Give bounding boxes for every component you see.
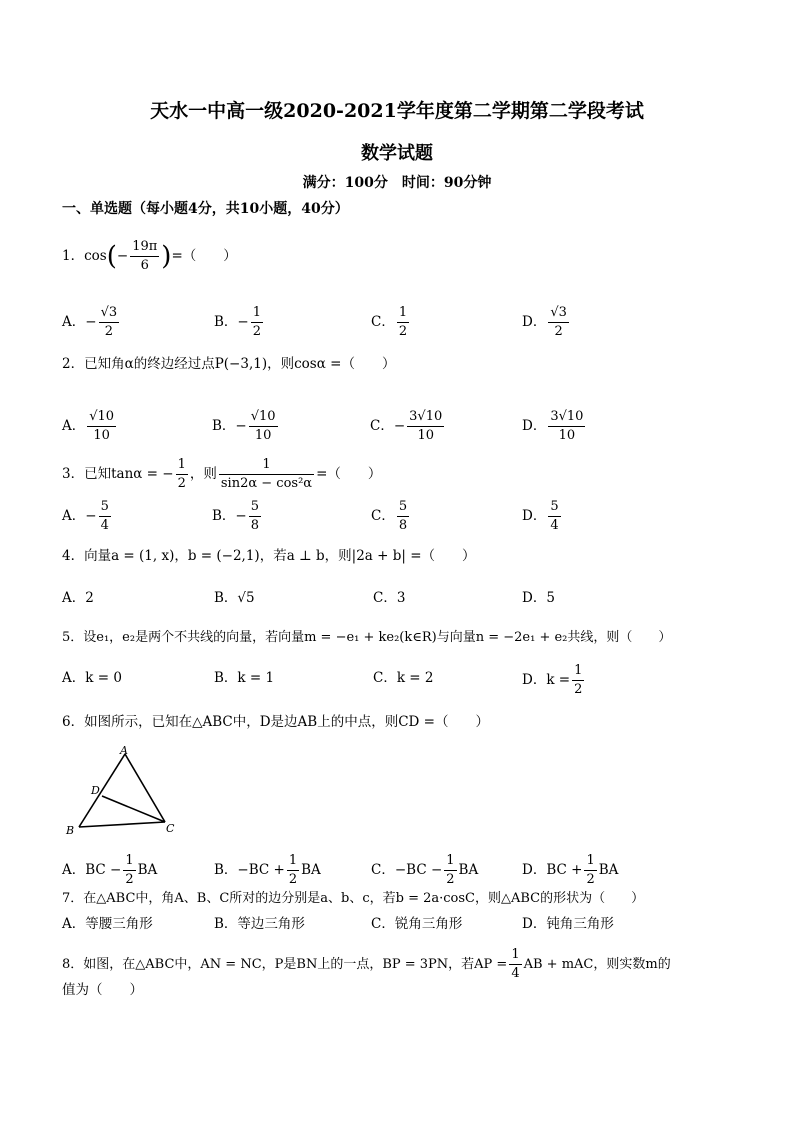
q5-option-d[interactable]: D．k = $\frac{1}{2}$ (522, 663, 583, 697)
q1-option-a[interactable]: A．− $\frac{√3}{2}$ (62, 305, 118, 339)
q5-option-a[interactable]: A．k = 0 (62, 670, 122, 686)
question-tail: =（ ） (171, 248, 237, 264)
q4-option-c[interactable]: C．3 (373, 590, 406, 606)
question-1: 1．cos(− $\frac{19\pi}{6}$ )=（ ） (62, 239, 237, 273)
q2-option-d[interactable]: D． $\frac{3√10}{10}$ (522, 409, 584, 443)
q6-option-b[interactable]: B．−BC + $\frac{1}{2}$ BA (214, 853, 321, 887)
q3-option-d[interactable]: D． $\frac{5}{4}$ (522, 499, 559, 533)
exam-meta: 满分：100分 时间：90分钟 (302, 175, 492, 191)
q3-option-b[interactable]: B．− $\frac{5}{8}$ (212, 499, 260, 533)
q7-option-d[interactable]: D．钝角三角形 (522, 916, 614, 932)
question-5: 5．设e₁，e₂是两个不共线的向量，若向量m = −e₁ + ke₂(k∈R)与向量n = −2e₁ + e₂共线，则（ ） (62, 630, 672, 645)
fraction: $\frac{19\pi}{6}$ (132, 239, 158, 273)
exam-title: 天水一中高一级2020-2021学年度第二学期第二学段考试 (150, 100, 644, 122)
q1-option-b[interactable]: B．− $\frac{1}{2}$ (214, 305, 262, 339)
question-6: 6．如图所示，已知在△ABC中，D是边AB上的中点，则CD =（ ） (62, 714, 489, 730)
cos-fn: cos (84, 248, 107, 264)
q1-option-c[interactable]: C． $\frac{1}{2}$ (371, 305, 408, 339)
question-8-line2: 值为（ ） (62, 982, 143, 998)
triangle-figure (62, 745, 192, 840)
section-heading: 一、单选题（每小题4分，共10小题，40分） (62, 201, 349, 217)
question-8: 8．如图，在△ABC中，AN = NC，P是BN上的一点，BP = 3PN，若AP = $\frac{1}{4}$ AB + mAC，则实数m的 (62, 947, 671, 981)
vertex-label-a: A (120, 745, 128, 757)
q6-option-c[interactable]: C．−BC − $\frac{1}{2}$ BA (371, 853, 479, 887)
vertex-label-c: C (166, 822, 175, 835)
q4-option-b[interactable]: B．√5 (214, 590, 255, 606)
minus-sign: − (116, 248, 129, 264)
question-3: 3．已知tanα = − $\frac{1}{2}$ ，则 $\frac{1}{\text{sin2α − cos²α}}$ =（ ） (62, 457, 382, 491)
vertex-label-b: B (66, 824, 75, 837)
exam-subject: 数学试题 (361, 143, 433, 164)
q2-option-c[interactable]: C．− $\frac{3√10}{10}$ (370, 409, 443, 443)
q7-option-b[interactable]: B．等边三角形 (214, 916, 305, 932)
q5-option-c[interactable]: C．k = 2 (373, 670, 434, 686)
q2-option-a[interactable]: A． $\frac{√10}{10}$ (62, 409, 115, 443)
question-4: 4．向量a = (1, x)，b = (−2,1)，若a ⊥ b，则|2a + b| =（ ） (62, 548, 476, 564)
point-label-d: D (91, 784, 100, 797)
q4-option-a[interactable]: A．2 (62, 590, 94, 606)
q4-option-d[interactable]: D．5 (522, 590, 555, 606)
question-2: 2．已知角α的终边经过点P(−3,1)，则cosα =（ ） (62, 356, 396, 372)
q2-option-b[interactable]: B．− $\frac{√10}{10}$ (212, 409, 276, 443)
side-ab (79, 754, 125, 827)
q7-option-c[interactable]: C．锐角三角形 (371, 916, 463, 932)
q3-option-c[interactable]: C． $\frac{5}{8}$ (371, 499, 408, 533)
segment-cd (102, 796, 165, 822)
q7-option-a[interactable]: A．等腰三角形 (62, 916, 153, 932)
question-number: 1． (62, 248, 85, 264)
q6-option-d[interactable]: D．BC + $\frac{1}{2}$ BA (522, 853, 619, 887)
q6-option-a[interactable]: A．BC − $\frac{1}{2}$ BA (62, 853, 158, 887)
q3-option-a[interactable]: A．− $\frac{5}{4}$ (62, 499, 109, 533)
side-bc (79, 822, 165, 827)
question-7: 7．在△ABC中，角A、B、C所对的边分别是a、b、c，若b = 2a·cosC，则△ABC的形状为（ ） (62, 891, 645, 906)
q1-option-d[interactable]: D． $\frac{√3}{2}$ (522, 305, 567, 339)
q5-option-b[interactable]: B．k = 1 (214, 670, 275, 686)
side-ac (125, 754, 165, 822)
